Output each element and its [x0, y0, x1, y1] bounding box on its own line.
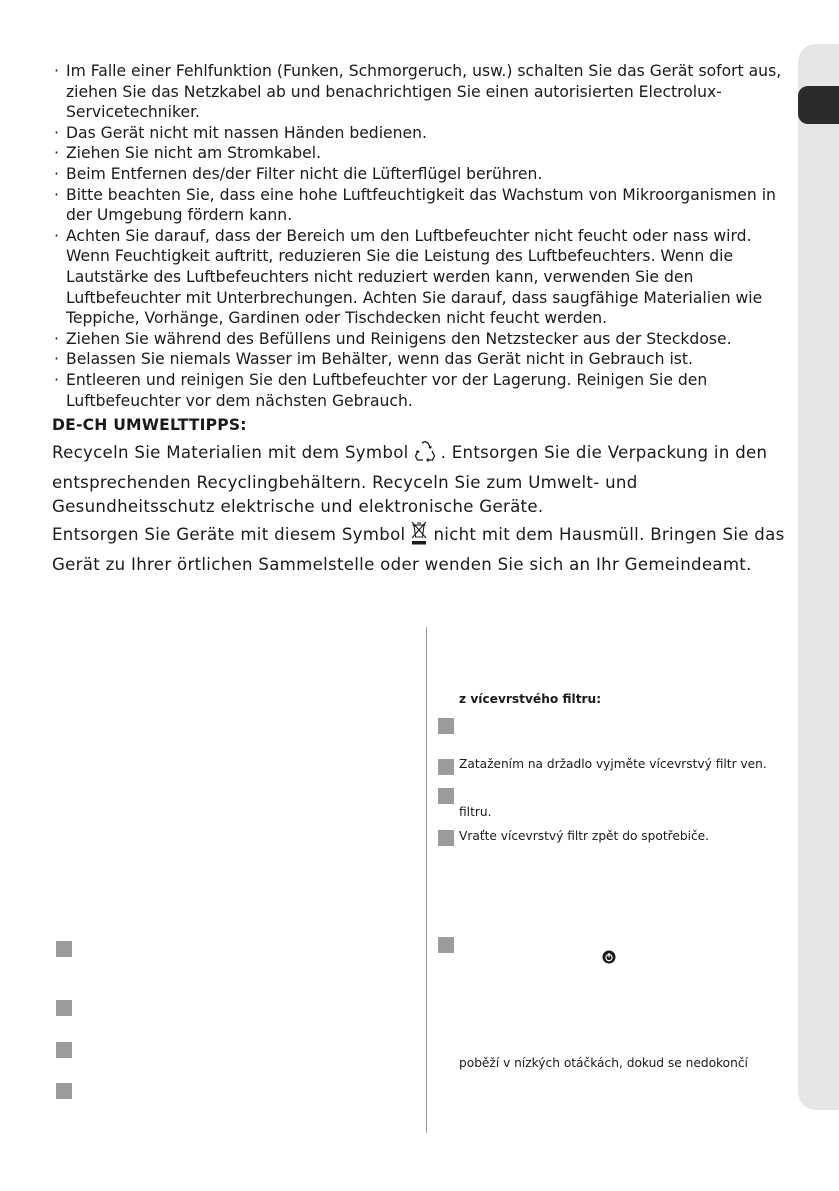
speed-text: poběží v nízkých otáčkách, dokud se nedokončí [459, 1056, 748, 1070]
eco-text: nicht mit dem Hausmüll. Bringen Sie das Gerät zu Ihrer örtlichen Sammelstelle oder wenden Sie sich an Ihr Gemeindeamt. [52, 525, 785, 574]
safety-item: · Bitte beachten Sie, dass eine hohe Luftfeuchtigkeit das Wachstum von Mikroorganismen in der Umgebung fördern kann. [52, 185, 792, 226]
step-marker [56, 1000, 72, 1016]
eco-text: Entsorgen Sie Geräte mit diesem Symbol [52, 525, 406, 544]
step-text: Vraťte vícevrstvý filtr zpět do spotřebiče. [459, 829, 710, 843]
eco-paragraph-weee [52, 520, 792, 577]
eco-text: Recyceln Sie Materialien mit dem Symbol [52, 443, 409, 462]
step-marker [438, 788, 454, 804]
safety-item: · Ziehen Sie während des Befüllens und Reinigens den Netzstecker aus der Steckdose. [52, 329, 792, 350]
safety-item: · Im Falle einer Fehlfunktion (Funken, Schmorgeruch, usw.) schalten Sie das Gerät sofort aus, ziehen Sie das Netzkabel ab und benachrichtigen Sie einen autorisierten Electrolux-Servicetechniker. [52, 61, 792, 123]
step-text: Zatažením na držadlo vyjměte vícevrstvý filtr ven. [459, 757, 767, 771]
step-text: filtru. [459, 805, 492, 819]
step-marker [438, 937, 454, 953]
step-marker [438, 718, 454, 734]
language-tab-marker [798, 86, 839, 124]
safety-item: · Das Gerät nicht mit nassen Händen bedienen. [52, 123, 792, 144]
filter-heading: z vícevrstvého filtru: [459, 692, 602, 706]
safety-item: · Beim Entfernen des/der Filter nicht die Lüfterflügel berühren. [52, 164, 792, 185]
column-divider [426, 627, 427, 1133]
safety-item: · Achten Sie darauf, dass der Bereich um den Luftbefeuchter nicht feucht oder nass wird. Wenn Feuchtigkeit auftritt, reduzieren Sie die Leistung des Luftbefeuchters. Wenn die Lautstärke des Luftbefeuchters nicht reduziert werden kann, verwenden Sie den Luftbefeuchter mit Unterbrechungen. Achten Sie darauf, dass saugfähige Materialien wie Teppiche, Vorhänge, Gardinen oder Tischdecken nicht feucht werden. [52, 226, 792, 329]
safety-item: · Belassen Sie niemals Wasser im Behälter, wenn das Gerät nicht in Gebrauch ist. [52, 349, 792, 370]
eco-text: . Entsorgen Sie die Verpackung in den entsprechenden Recyclingbehältern. Recyceln Sie zum Umwelt- und Gesundheitsschutz elektrische und elektronische Geräte. [52, 443, 768, 516]
side-tab [798, 44, 839, 1110]
eco-paragraph-recycle [52, 440, 792, 519]
safety-list [52, 61, 792, 411]
step-marker [56, 941, 72, 957]
step-marker [438, 759, 454, 775]
power-button-icon [602, 950, 616, 964]
safety-item: · Ziehen Sie nicht am Stromkabel. [52, 143, 792, 164]
step-marker [56, 1083, 72, 1099]
step-marker [438, 830, 454, 846]
crossed-bin-icon [409, 520, 429, 553]
eco-heading: DE-CH UMWELTTIPPS: [52, 416, 247, 434]
recycle-icon [413, 440, 437, 471]
step-marker [56, 1042, 72, 1058]
safety-item: · Entleeren und reinigen Sie den Luftbefeuchter vor der Lagerung. Reinigen Sie den Luftbefeuchter vor dem nächsten Gebrauch. [52, 370, 792, 411]
